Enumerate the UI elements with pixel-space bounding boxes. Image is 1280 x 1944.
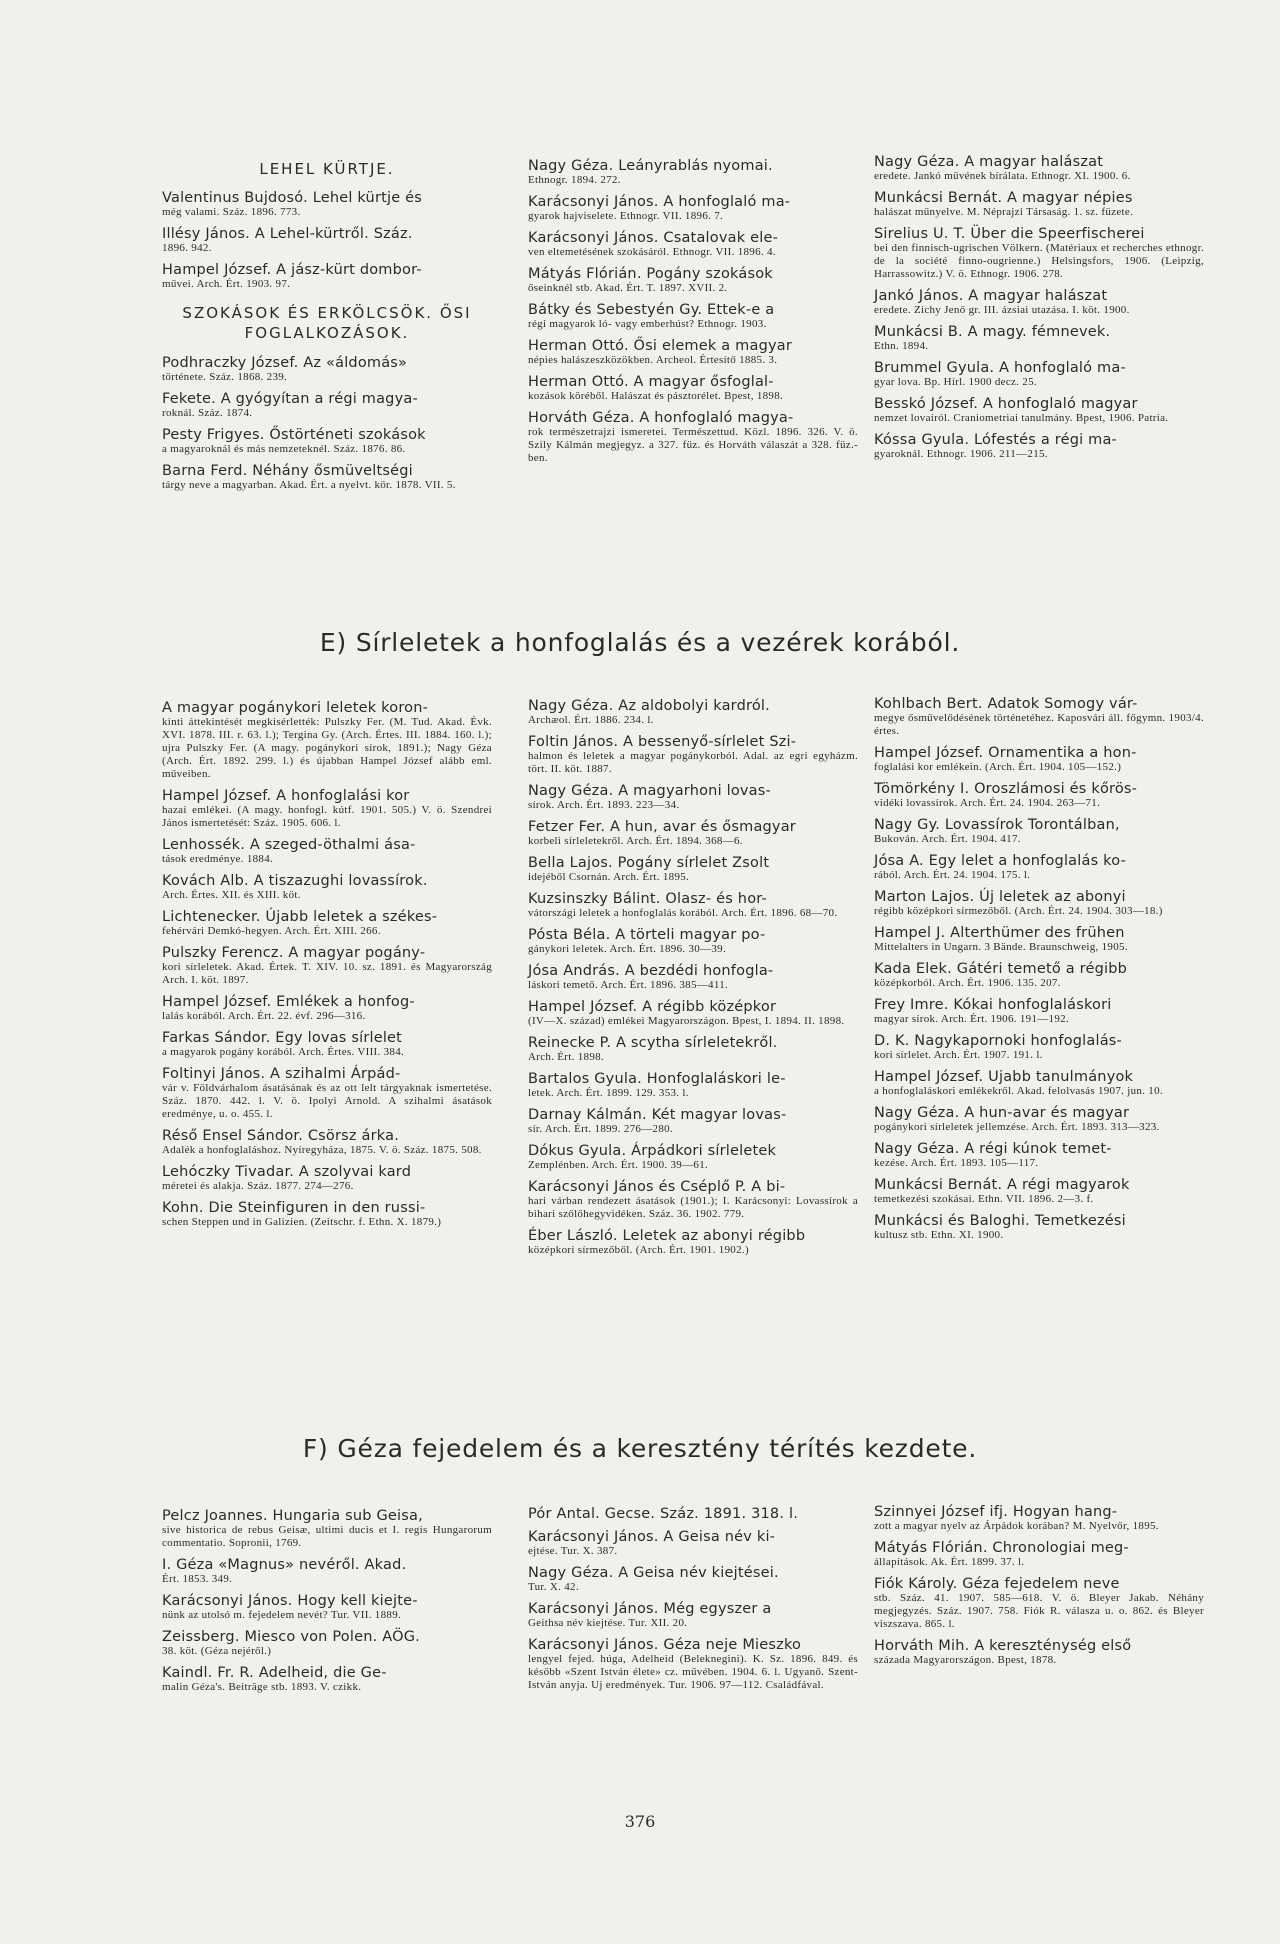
entry-citation: művei. Arch. Ért. 1903. 97. bbox=[162, 278, 291, 290]
entry-author-title: Valentinus Bujdosó. Lehel kürtje és bbox=[162, 190, 423, 206]
entry-author-title: Zeissberg. Miesco von Polen. AÖG. bbox=[162, 1629, 420, 1645]
section-f-left-column bbox=[162, 1508, 492, 1701]
entry-citation: vidéki lovassírok. Arch. Ért. 24. 1904. 263—71. bbox=[874, 797, 1101, 809]
entry-author-title: Lichtenecker. Újabb leletek a székes- bbox=[162, 909, 438, 925]
bibliography-entry bbox=[162, 1593, 492, 1622]
bibliography-entry bbox=[874, 226, 1204, 281]
entry-author-title: Karácsonyi János. A honfoglaló ma- bbox=[528, 194, 791, 210]
entry-author-title: Mátyás Flórián. Chronologiai meg- bbox=[874, 1540, 1129, 1556]
bibliography-entry bbox=[874, 1141, 1204, 1170]
entry-author-title: I. Géza «Magnus» nevéről. Akad. bbox=[162, 1557, 407, 1573]
entry-citation: sír. Arch. Ért. 1899. 276—280. bbox=[528, 1123, 673, 1135]
entry-author-title: Herman Ottó. A magyar ősfoglal- bbox=[528, 374, 774, 390]
entry-author-title: Kóssa Gyula. Lófestés a régi ma- bbox=[874, 432, 1117, 448]
entry-author-title: Hampel József. Emlékek a honfog- bbox=[162, 994, 415, 1010]
entry-citation: ejtése. Tur. X. 387. bbox=[528, 1545, 618, 1557]
bibliography-entry bbox=[528, 819, 858, 848]
bibliography-entry bbox=[528, 698, 858, 727]
entry-author-title: D. K. Nagykapornoki honfoglalás- bbox=[874, 1033, 1122, 1049]
entry-citation: Archæol. Ért. 1886. 234. l. bbox=[528, 714, 654, 726]
entry-author-title: Nagy Géza. Az aldobolyi kardról. bbox=[528, 698, 770, 714]
entry-author-title: Farkas Sándor. Egy lovas sírlelet bbox=[162, 1030, 403, 1046]
entry-author-title: Nagy Géza. Leányrablás nyomai. bbox=[528, 158, 773, 174]
bibliography-entry bbox=[528, 194, 858, 223]
section-title: F) Géza fejedelem és a keresztény térítés kezdete. bbox=[302, 1434, 978, 1463]
entry-citation: rából. Arch. Ért. 24. 1904. 175. l. bbox=[874, 869, 1031, 881]
entry-citation: népies halászeszközökben. Archeol. Értesítő 1885. 3. bbox=[528, 354, 778, 366]
entry-citation: a magyaroknál és más nemzeteknél. Száz. 1876. 86. bbox=[162, 443, 406, 455]
entry-author-title: Tömörkény I. Oroszlámosi és kőrös- bbox=[874, 781, 1138, 797]
bibliography-entry bbox=[528, 734, 858, 776]
entry-citation: temetkezési szokásai. Ethn. VII. 1896. 2—3. f. bbox=[874, 1193, 1094, 1205]
entry-author-title: Kovách Alb. A tiszazughi lovassírok. bbox=[162, 873, 428, 889]
bibliography-entry bbox=[874, 853, 1204, 882]
bibliography-entry bbox=[874, 1504, 1204, 1533]
entry-author-title: Foltinyi János. A szihalmi Árpád- bbox=[162, 1066, 401, 1082]
entry-author-title: Barna Ferd. Néhány ősmüveltségi bbox=[162, 463, 413, 479]
entry-citation: régibb középkori sírmezőből. (Arch. Ért. 24. 1904. 303—18.) bbox=[874, 905, 1163, 917]
entry-author-title: Reinecke P. A scytha sírleletekről. bbox=[528, 1035, 778, 1051]
bibliography-entry bbox=[528, 158, 858, 187]
entry-author-title: Jankó János. A magyar halászat bbox=[874, 288, 1108, 304]
entry-author-title: Kaindl. Fr. R. Adelheid, die Ge- bbox=[162, 1665, 387, 1681]
bibliography-entry bbox=[162, 1164, 492, 1193]
entry-citation: halászat műnyelve. M. Néprajzi Társaság. 1. sz. füzete. bbox=[874, 206, 1134, 218]
bibliography-entry bbox=[162, 945, 492, 987]
entry-author-title: Kohlbach Bert. Adatok Somogy vár- bbox=[874, 696, 1138, 712]
entry-author-title: Nagy Géza. A magyar halászat bbox=[874, 154, 1104, 170]
entry-citation: fehérvári Demkó-hegyen. Arch. Ért. XIII. 266. bbox=[162, 925, 381, 937]
entry-author-title: Illésy János. A Lehel-kürtről. Száz. bbox=[162, 226, 413, 242]
entry-author-title: Horváth Géza. A honfoglaló magya- bbox=[528, 410, 794, 426]
entry-author-title: Jósa A. Egy lelet a honfoglalás ko- bbox=[874, 853, 1126, 869]
entry-author-title: Karácsonyi János. Hogy kell kiejte- bbox=[162, 1593, 418, 1609]
entry-author-title: Bartalos Gyula. Honfoglaláskori le- bbox=[528, 1071, 786, 1087]
entry-citation: eredete. Zichy Jenő gr. III. ázsiai utazása. I. köt. 1900. bbox=[874, 304, 1130, 316]
bibliography-entry bbox=[162, 788, 492, 830]
entry-citation: régi magyarok ló- vagy emberhúst? Ethnogr. 1903. bbox=[528, 318, 767, 330]
entry-author-title: Szinnyei József ifj. Hogyan hang- bbox=[874, 1504, 1118, 1520]
entry-citation: gyarok hajviselete. Ethnogr. VII. 1896. 7. bbox=[528, 210, 724, 222]
entry-author-title: Pulszky Ferencz. A magyar pogány- bbox=[162, 945, 426, 961]
entry-author-title: Kada Elek. Gátéri temető a régibb bbox=[874, 961, 1128, 977]
bibliography-entry bbox=[162, 226, 492, 255]
entry-citation: vátországi leletek a honfoglalás korából. Arch. Ért. 1896. 68—70. bbox=[528, 907, 838, 919]
entry-citation: sive historica de rebus Geisæ, ultimi ducis et I. regis Hungarorum commentatio. Sopronii, 1769. bbox=[162, 1524, 492, 1549]
entry-citation: foglalási kor emlékein. (Arch. Ért. 1904. 105—152.) bbox=[874, 761, 1122, 773]
bibliography-entry bbox=[874, 288, 1204, 317]
entry-citation: letek. Arch. Ért. 1899. 129. 353. l. bbox=[528, 1087, 689, 1099]
bibliography-entry bbox=[162, 1508, 492, 1550]
entry-citation: stb. Száz. 41. 1907. 585—618. V. ö. Bleyer Jakab. Néhány megjegyzés. Száz. 1907. 758. Fiók R. válasza u. o. 862. és Bleyer viszszava. 865. l. bbox=[874, 1592, 1204, 1630]
page-number: 376 bbox=[624, 1812, 656, 1831]
bibliography-entry bbox=[874, 1540, 1204, 1569]
section-title: E) Sírleletek a honfoglalás és a vezérek korából. bbox=[319, 628, 961, 657]
entry-citation: vár v. Földvárhalom ásatásának és az ott lelt tárgyaknak ismertetése. Száz. 1870. 442. l. V. ö. Ipolyi Arnold. A szihalmi ásatások eredménye, u. o. 455. l. bbox=[162, 1082, 492, 1120]
entry-author-title: Lenhossék. A szeged-öthalmi ása- bbox=[162, 837, 416, 853]
bibliography-entry bbox=[874, 961, 1204, 990]
entry-citation: Ethnogr. 1894. 272. bbox=[528, 174, 621, 186]
bibliography-entry bbox=[162, 700, 492, 781]
entry-citation: 38. köt. (Géza nejéről.) bbox=[162, 1645, 272, 1657]
entry-author-title: Hampel József. Ornamentika a hon- bbox=[874, 745, 1137, 761]
entry-citation: a honfoglaláskori emlékekről. Akad. felolvasás 1907. jun. 10. bbox=[874, 1085, 1163, 1097]
entry-author-title: Hampel József. A régibb középkor bbox=[528, 999, 777, 1015]
bibliography-entry bbox=[162, 427, 492, 456]
top-left-column bbox=[162, 160, 492, 499]
entry-citation: állapítások. Ak. Ért. 1899. 37. l. bbox=[874, 1556, 1025, 1568]
bibliography-entry bbox=[162, 1665, 492, 1694]
bibliography-entry bbox=[528, 927, 858, 956]
bibliography-entry bbox=[528, 410, 858, 465]
entry-citation: százada Magyarországon. Bpest, 1878. bbox=[874, 1654, 1057, 1666]
entry-author-title: Fekete. A gyógyítan a régi magya- bbox=[162, 391, 418, 407]
bibliography-entry bbox=[528, 999, 858, 1028]
entry-citation: sírok. Arch. Ért. 1893. 223—34. bbox=[528, 799, 680, 811]
entry-citation: zott a magyar nyelv az Árpádok korában? M. Nyelvőr, 1895. bbox=[874, 1520, 1159, 1532]
bibliography-entry bbox=[528, 1143, 858, 1172]
entry-citation: középkori sírmezőből. (Arch. Ért. 1901. 1902.) bbox=[528, 1244, 749, 1256]
bibliography-entry bbox=[528, 338, 858, 367]
entry-citation: gánykori leletek. Arch. Ért. 1896. 30—39. bbox=[528, 943, 727, 955]
bibliography-entry bbox=[874, 1105, 1204, 1134]
bibliography-entry bbox=[528, 1637, 858, 1692]
entry-author-title: Kuzsinszky Bálint. Olasz- és hor- bbox=[528, 891, 767, 907]
bibliography-entry bbox=[162, 463, 492, 492]
bibliography-entry bbox=[528, 1601, 858, 1630]
entry-citation: gyaroknál. Ethnogr. 1906. 211—215. bbox=[874, 448, 1048, 460]
bibliography-entry bbox=[528, 374, 858, 403]
entry-author-title: Marton Lajos. Új leletek az abonyi bbox=[874, 889, 1126, 905]
entry-author-title: Karácsonyi János. A Geisa név ki- bbox=[528, 1529, 776, 1545]
entry-citation: lengyel fejed. húga, Adelheid (Beleknegini). K. Sz. 1896. 849. és később «Szent István élete» cz. művében. 1904. 6. l. Ugyanő. Szent-István anyja. Uj eredmények. Tur. 1906. 97—112. Családfával. bbox=[528, 1653, 858, 1691]
entry-author-title: Brummel Gyula. A honfoglaló ma- bbox=[874, 360, 1126, 376]
entry-author-title: Pósta Béla. A törteli magyar po- bbox=[528, 927, 766, 943]
section-heading: SZOKÁSOK ÉS ERKÖLCSÖK. ŐSI FOGLALKOZÁSOK. bbox=[182, 304, 472, 342]
entry-citation: hari várban rendezett ásatások (1901.); I. Karácsonyi: Lovassírok a bihari szőlőhegyvidéken. Száz. 36. 1902. 779. bbox=[528, 1195, 858, 1220]
entry-author-title: Foltin János. A bessenyő-sírlelet Szi- bbox=[528, 734, 797, 750]
entry-author-title: Mátyás Flórián. Pogány szokások bbox=[528, 266, 773, 282]
top-right-column bbox=[874, 154, 1204, 468]
bibliography-entry bbox=[528, 963, 858, 992]
entry-author-title: Podhraczky József. Az «áldomás» bbox=[162, 355, 408, 371]
bibliography-entry bbox=[162, 1629, 492, 1658]
entry-citation: Geithsa név kiejtése. Tur. XII. 20. bbox=[528, 1617, 688, 1629]
entry-author-title: Dókus Gyula. Árpádkori sírleletek bbox=[528, 1143, 777, 1159]
entry-author-title: Éber László. Leletek az abonyi régibb bbox=[528, 1228, 806, 1244]
entry-citation: őseinknél stb. Akad. Ért. T. 1897. XVII. 2. bbox=[528, 282, 728, 294]
entry-citation: lalás korából. Arch. Ért. 22. évf. 296—316. bbox=[162, 1010, 366, 1022]
entry-citation: schen Steppen und in Galizien. (Zeitschr. f. Ethn. X. 1879.) bbox=[162, 1216, 442, 1228]
entry-citation: Arch. Értes. XII. és XIII. köt. bbox=[162, 889, 301, 901]
bibliography-entry bbox=[162, 1066, 492, 1121]
bibliography-entry bbox=[874, 360, 1204, 389]
entry-author-title: Bella Lajos. Pogány sírlelet Zsolt bbox=[528, 855, 770, 871]
bibliography-entry bbox=[162, 355, 492, 384]
entry-author-title: Nagy Gy. Lovassírok Torontálban, bbox=[874, 817, 1120, 833]
entry-author-title: Jósa András. A bezdédi honfogla- bbox=[528, 963, 774, 979]
entry-author-title: Pesty Frigyes. Őstörténeti szokások bbox=[162, 427, 426, 443]
entry-author-title: A magyar pogánykori leletek koron- bbox=[162, 700, 429, 716]
entry-citation: nemzet lovairól. Craniometriai tanulmány. Bpest, 1906. Patria. bbox=[874, 412, 1169, 424]
bibliography-entry bbox=[162, 391, 492, 420]
bibliography-entry bbox=[874, 190, 1204, 219]
bibliography-entry bbox=[528, 1565, 858, 1594]
entry-citation: Ért. 1853. 349. bbox=[162, 1573, 233, 1585]
entry-citation: tások eredménye. 1884. bbox=[162, 853, 274, 865]
entry-citation: Mittelalters in Ungarn. 3 Bände. Braunschweig, 1905. bbox=[874, 941, 1128, 953]
bibliography-entry bbox=[162, 994, 492, 1023]
entry-author-title: Karácsonyi János. Géza neje Mieszko bbox=[528, 1637, 802, 1653]
entry-citation: hazai emlékei. (A magy. honfogl. kútf. 1901. 505.) V. ö. Szendrei János ismertetését: Száz. 1905. 606. l. bbox=[162, 804, 492, 829]
entry-citation: láskori temető. Arch. Ért. 1896. 385—411. bbox=[528, 979, 729, 991]
bibliography-entry bbox=[162, 1030, 492, 1059]
section-heading: LEHEL KÜRTJE. bbox=[259, 160, 395, 178]
entry-author-title: Munkácsi Bernát. A régi magyarok bbox=[874, 1177, 1130, 1193]
entry-author-title: Réső Ensel Sándor. Csörsz árka. bbox=[162, 1128, 400, 1144]
entry-citation: malin Géza's. Beiträge stb. 1893. V. czikk. bbox=[162, 1681, 362, 1693]
entry-author-title: Lehóczky Tivadar. A szolyvai kard bbox=[162, 1164, 412, 1180]
entry-author-title: Nagy Géza. A régi kúnok temet- bbox=[874, 1141, 1112, 1157]
entry-citation: idejéből Csornán. Arch. Ért. 1895. bbox=[528, 871, 690, 883]
entry-author-title: Karácsonyi János. Csatalovak ele- bbox=[528, 230, 778, 246]
section-e-middle-column bbox=[528, 698, 858, 1264]
bibliography-entry bbox=[528, 302, 858, 331]
bibliography-entry bbox=[528, 266, 858, 295]
entry-author-title: Karácsonyi János. Még egyszer a bbox=[528, 1601, 772, 1617]
bibliography-entry bbox=[528, 1529, 858, 1558]
entry-author-title: Darnay Kálmán. Két magyar lovas- bbox=[528, 1107, 787, 1123]
bibliography-entry bbox=[528, 1107, 858, 1136]
entry-author-title: Hampel József. A honfoglalási kor bbox=[162, 788, 410, 804]
entry-citation: eredete. Jankó művének bírálata. Ethnogr. XI. 1900. 6. bbox=[874, 170, 1131, 182]
entry-citation: Zemplénben. Arch. Ért. 1900. 39—61. bbox=[528, 1159, 709, 1171]
bibliography-entry bbox=[874, 432, 1204, 461]
entry-citation: története. Száz. 1868. 239. bbox=[162, 371, 288, 383]
entry-author-title: Hampel József. Ujabb tanulmányok bbox=[874, 1069, 1134, 1085]
entry-citation: 1896. 942. bbox=[162, 242, 212, 254]
bibliography-entry bbox=[162, 262, 492, 291]
entry-author-title: Hampel József. A jász-kürt dombor- bbox=[162, 262, 422, 278]
entry-author-title: Pór Antal. Gecse. Száz. 1891. 318. l. bbox=[528, 1506, 798, 1522]
bibliography-entry bbox=[874, 1069, 1204, 1098]
entry-author-title: Fetzer Fer. A hun, avar és ősmagyar bbox=[528, 819, 796, 835]
entry-author-title: Herman Ottó. Ősi elemek a magyar bbox=[528, 338, 793, 354]
section-e-right-column bbox=[874, 696, 1204, 1249]
entry-citation: (IV—X. század) emlékei Magyarországon. Bpest, I. 1894. II. 1898. bbox=[528, 1015, 845, 1027]
entry-citation: kozások köréből. Halászat és pásztorélet. Bpest, 1898. bbox=[528, 390, 784, 402]
entry-citation: megye ősművelődésének történetéhez. Kaposvári áll. főgymn. 1903/4. értes. bbox=[874, 712, 1204, 737]
entry-citation: Ethn. 1894. bbox=[874, 340, 929, 352]
entry-citation: halmon és leletek a magyar pogánykorból. Adal. az egri egyházm. tört. II. köt. 1887. bbox=[528, 750, 858, 775]
entry-author-title: Nagy Géza. A magyarhoni lovas- bbox=[528, 783, 771, 799]
section-f-middle-column bbox=[528, 1506, 858, 1699]
entry-citation: méretei és alakja. Száz. 1877. 274—276. bbox=[162, 1180, 354, 1192]
entry-author-title: Nagy Géza. A Geisa név kiejtései. bbox=[528, 1565, 779, 1581]
bibliography-entry bbox=[162, 190, 492, 219]
bibliography-entry bbox=[874, 781, 1204, 810]
entry-author-title: Munkácsi B. A magy. fémnevek. bbox=[874, 324, 1111, 340]
bibliography-entry bbox=[528, 1228, 858, 1257]
bibliography-entry bbox=[874, 1576, 1204, 1631]
bibliography-entry bbox=[874, 1638, 1204, 1667]
entry-citation: nünk az utolsó m. fejedelem nevét? Tur. VII. 1889. bbox=[162, 1609, 402, 1621]
entry-citation: kori sírlelet. Arch. Ért. 1907. 191. l. bbox=[874, 1049, 1043, 1061]
bibliography-entry bbox=[874, 745, 1204, 774]
entry-citation: kori sírleletek. Akad. Értek. T. XIV. 10. sz. 1891. és Magyarország Arch. I. köt. 1897. bbox=[162, 961, 492, 986]
entry-citation: korbeli sírleletekről. Arch. Ért. 1894. 368—6. bbox=[528, 835, 743, 847]
bibliography-entry bbox=[528, 1506, 858, 1522]
entry-author-title: Frey Imre. Kókai honfoglaláskori bbox=[874, 997, 1112, 1013]
bibliography-entry bbox=[874, 925, 1204, 954]
entry-citation: kezése. Arch. Ért. 1893. 105—117. bbox=[874, 1157, 1039, 1169]
entry-citation: még valami. Száz. 1896. 773. bbox=[162, 206, 301, 218]
entry-citation: Bukován. Arch. Ért. 1904. 417. bbox=[874, 833, 1021, 845]
bibliography-entry bbox=[528, 230, 858, 259]
bibliography-entry bbox=[528, 1179, 858, 1221]
bibliography-entry bbox=[874, 889, 1204, 918]
entry-author-title: Munkácsi Bernát. A magyar népies bbox=[874, 190, 1133, 206]
entry-citation: a magyarok pogány korából. Arch. Értes. VIII. 384. bbox=[162, 1046, 405, 1058]
entry-author-title: Nagy Géza. A hun-avar és magyar bbox=[874, 1105, 1130, 1121]
section-e-left-column bbox=[162, 700, 492, 1236]
entry-citation: kultusz stb. Ethn. XI. 1900. bbox=[874, 1229, 1004, 1241]
entry-author-title: Besskó József. A honfoglaló magyar bbox=[874, 396, 1138, 412]
bibliography-entry bbox=[874, 696, 1204, 738]
entry-citation: középkorból. Arch. Ért. 1906. 135. 207. bbox=[874, 977, 1061, 989]
top-middle-column bbox=[528, 158, 858, 472]
entry-citation: magyar sírok. Arch. Ért. 1906. 191—192. bbox=[874, 1013, 1070, 1025]
bibliography-entry bbox=[528, 783, 858, 812]
bibliography-entry bbox=[162, 837, 492, 866]
bibliography-entry bbox=[874, 324, 1204, 353]
entry-author-title: Hampel J. Alterthümer des frühen bbox=[874, 925, 1125, 941]
entry-author-title: Pelcz Joannes. Hungaria sub Geisa, bbox=[162, 1508, 423, 1524]
entry-author-title: Fiók Károly. Géza fejedelem neve bbox=[874, 1576, 1120, 1592]
bibliography-entry bbox=[162, 1557, 492, 1586]
entry-citation: Adalék a honfoglaláshoz. Nyíregyháza, 1875. V. ö. Száz. 1875. 508. bbox=[162, 1144, 482, 1156]
bibliography-entry bbox=[162, 1200, 492, 1229]
entry-author-title: Horváth Mih. A kereszténység első bbox=[874, 1638, 1132, 1654]
entry-citation: rok természetrajzi ismeretei. Természettud. Közl. 1896. 326. V. ö. Szily Kálmán megjegyz. a 327. füz. és Horváth válaszát a 328. füz.-ben. bbox=[528, 426, 858, 464]
entry-citation: pogánykori sírleletek jellemzése. Arch. Ért. 1893. 313—323. bbox=[874, 1121, 1160, 1133]
entry-citation: ven eltemetésének szokásáról. Ethnogr. VII. 1896. 4. bbox=[528, 246, 776, 258]
entry-citation: tárgy neve a magyarban. Akad. Ért. a nyelvt. kör. 1878. VII. 5. bbox=[162, 479, 456, 491]
entry-author-title: Munkácsi és Baloghi. Temetkezési bbox=[874, 1213, 1126, 1229]
entry-author-title: Kohn. Die Steinfiguren in den russi- bbox=[162, 1200, 426, 1216]
entry-citation: Arch. Ért. 1898. bbox=[528, 1051, 604, 1063]
bibliography-entry bbox=[874, 1033, 1204, 1062]
bibliography-entry bbox=[874, 997, 1204, 1026]
bibliography-entry bbox=[874, 396, 1204, 425]
section-f-right-column bbox=[874, 1504, 1204, 1674]
entry-citation: roknál. Száz. 1874. bbox=[162, 407, 253, 419]
entry-citation: bei den finnisch-ugrischen Völkern. (Matériaux et recherches ethnogr. de la société finno-ougrienne.) Helsingsfors, 1906. (Leipzig, Harrassowitz.) V. ö. Ethnogr. 1906. 278. bbox=[874, 242, 1204, 280]
bibliography-entry bbox=[162, 1128, 492, 1157]
bibliography-entry bbox=[162, 873, 492, 902]
entry-author-title: Bátky és Sebestyén Gy. Ettek-e a bbox=[528, 302, 775, 318]
entry-citation: gyar lova. Bp. Hírl. 1900 decz. 25. bbox=[874, 376, 1037, 388]
entry-citation: kinti áttekintését megkisérlették: Pulszky Fer. (M. Tud. Akad. Évk. XVI. 1878. III. r. 63. l.); Tergina Gy. (Arch. Értes. III. 1884. 160. l.); ujra Pulszky Fer. (A magy. pogánykori sírok, 1891.); Nagy Géza (Arch. Ért. 1892. 299. l.) és újabban Hampel József alább eml. műveiben. bbox=[162, 716, 492, 780]
bibliography-entry bbox=[528, 855, 858, 884]
entry-author-title: Karácsonyi János és Cséplő P. A bi- bbox=[528, 1179, 786, 1195]
bibliography-entry bbox=[874, 817, 1204, 846]
entry-citation: Tur. X. 42. bbox=[528, 1581, 579, 1593]
bibliography-entry bbox=[528, 1071, 858, 1100]
entry-author-title: Sirelius U. T. Über die Speerfischerei bbox=[874, 226, 1145, 242]
bibliography-entry bbox=[874, 1177, 1204, 1206]
bibliography-entry bbox=[874, 1213, 1204, 1242]
bibliography-entry bbox=[528, 891, 858, 920]
bibliography-entry bbox=[528, 1035, 858, 1064]
bibliography-entry bbox=[874, 154, 1204, 183]
bibliography-entry bbox=[162, 909, 492, 938]
